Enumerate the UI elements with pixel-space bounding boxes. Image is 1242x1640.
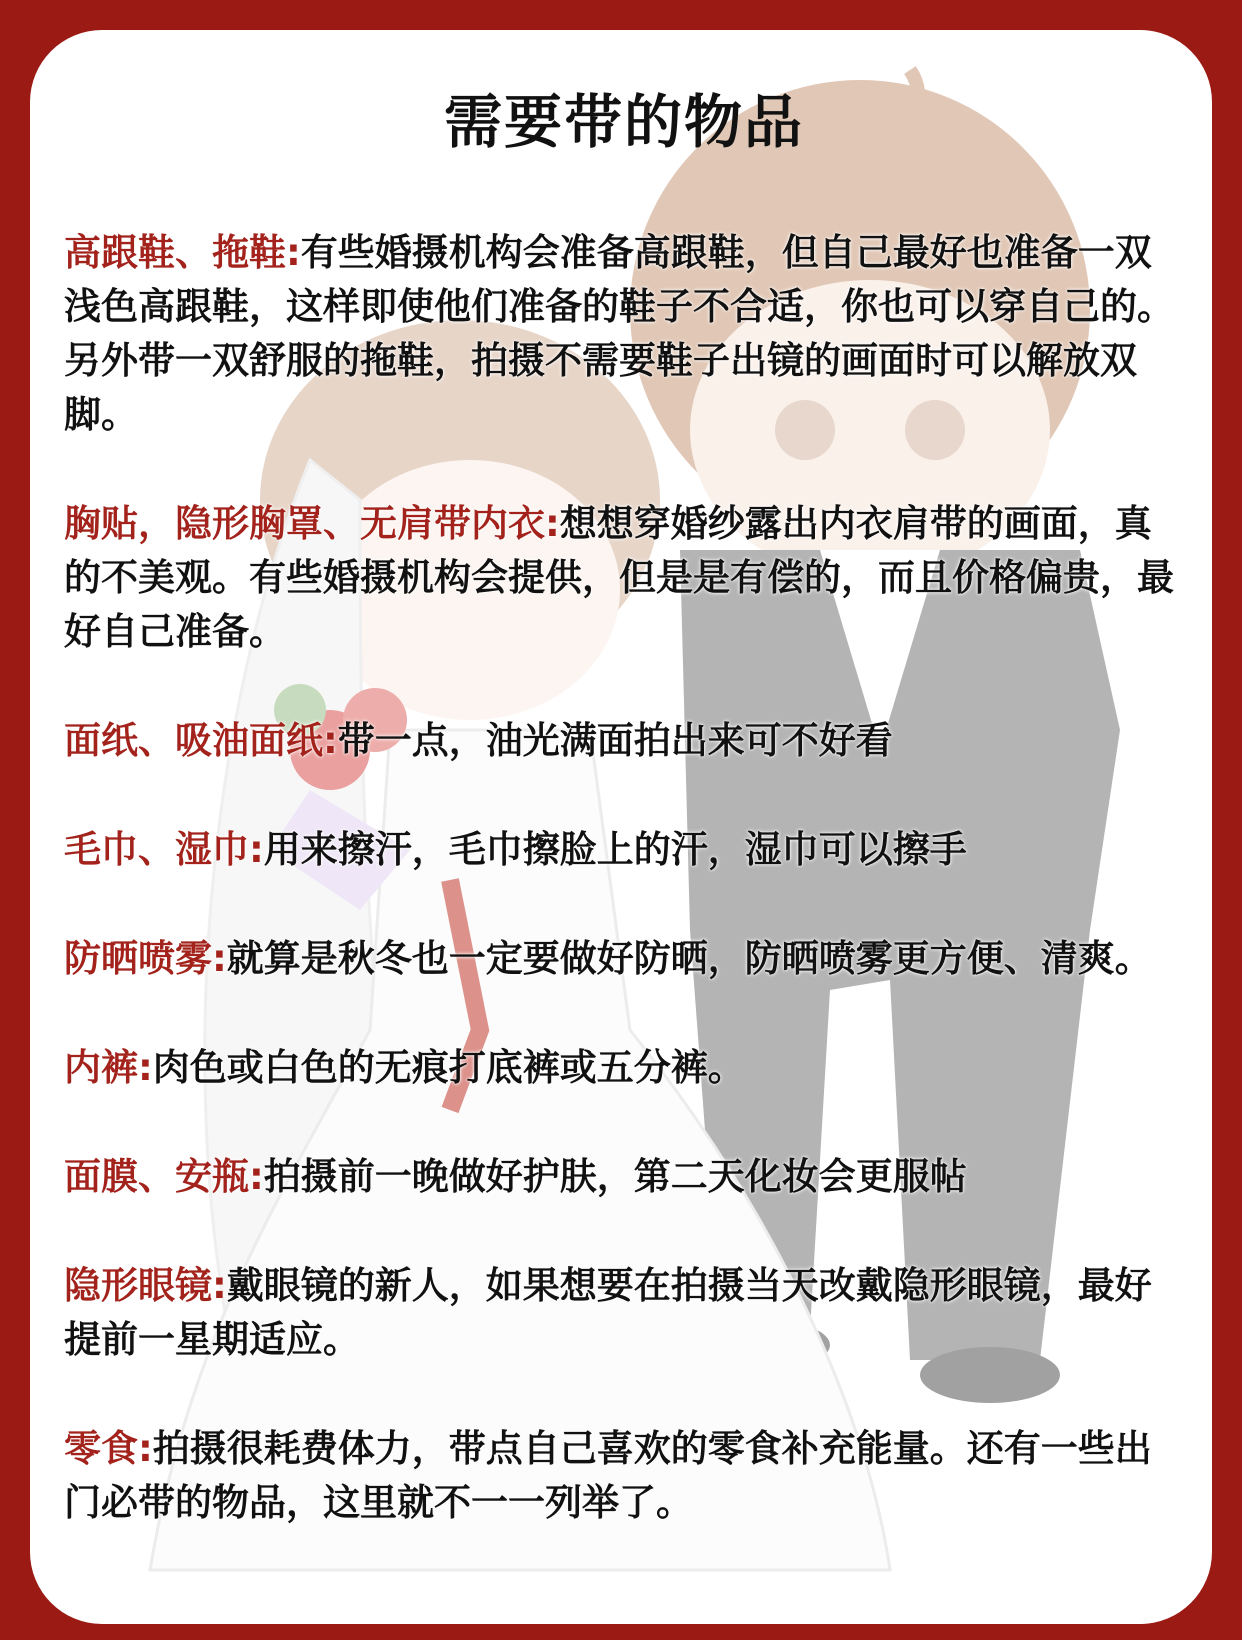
list-item (64, 1259, 1184, 1367)
item-text: 想想穿婚纱露出内衣肩带的画面，真的不美观。有些婚摄机构会提供，但是是有偿的，而且价格偏贵，最好自己准备。 (64, 502, 1174, 653)
item-text: 有些婚摄机构会准备高跟鞋，但自己最好也准备一双浅色高跟鞋，这样即使他们准备的鞋子不合适，你也可以穿自己的。另外带一双舒服的拖鞋，拍摄不需要鞋子出镜的画面时可以解放双脚。 (64, 231, 1174, 436)
item-label: 零食: (64, 1427, 153, 1470)
item-text: 拍摄前一晚做好护肤，第二天化妆会更服帖 (263, 1155, 967, 1198)
item-text: 拍摄很耗费体力，带点自己喜欢的零食补充能量。还有一些出门必带的物品，这里就不一一列举了。 (64, 1427, 1152, 1524)
item-text: 肉色或白色的无痕打底裤或五分裤。 (152, 1046, 745, 1089)
page-title: 需要带的物品 (443, 88, 804, 156)
item-label: 内裤: (64, 1046, 153, 1089)
item-label: 防晒喷雾: (64, 937, 227, 980)
item-label: 胸贴，隐形胸罩、无肩带内衣: (64, 502, 560, 545)
item-label: 高跟鞋、拖鞋: (64, 231, 301, 274)
list-item (64, 1041, 1184, 1095)
list-item (64, 497, 1184, 659)
list-item (64, 1422, 1184, 1530)
item-text: 带一点，油光满面拍出来可不好看 (337, 719, 893, 762)
list-item (64, 1150, 1184, 1204)
item-text: 用来擦汗，毛巾擦脸上的汗，湿巾可以擦手 (263, 828, 967, 871)
list-item (64, 714, 1184, 768)
content-card (30, 30, 1212, 1624)
item-label: 隐形眼镜: (64, 1264, 227, 1307)
item-label: 面纸、吸油面纸: (64, 719, 338, 762)
item-text: 就算是秋冬也一定要做好防晒，防晒喷雾更方便、清爽。 (226, 937, 1152, 980)
item-text: 戴眼镜的新人，如果想要在拍摄当天改戴隐形眼镜，最好提前一星期适应。 (64, 1264, 1152, 1361)
item-label: 面膜、安瓶: (64, 1155, 264, 1198)
list-item (64, 823, 1184, 877)
item-label: 毛巾、湿巾: (64, 828, 264, 871)
list-item (64, 932, 1184, 986)
content-area (64, 82, 1184, 1585)
list-item (64, 226, 1184, 442)
